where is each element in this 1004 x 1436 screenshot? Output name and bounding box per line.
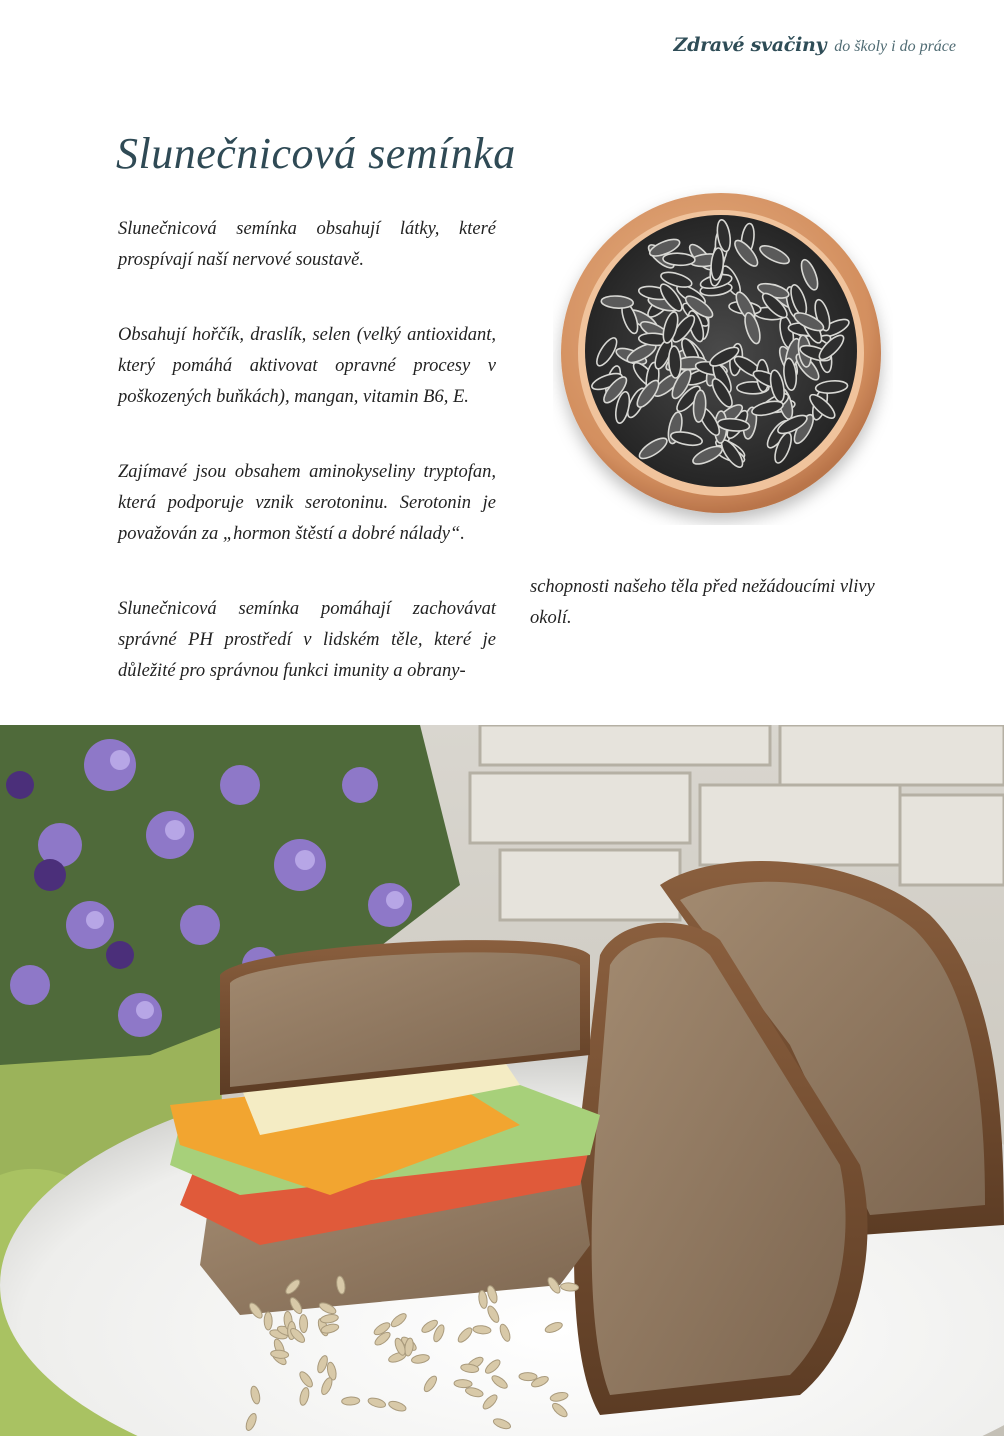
sunflower-seeds-bowl-image [553, 185, 893, 525]
running-header [674, 34, 956, 56]
header-brand: Zdravé svačiny [673, 34, 827, 56]
page-title: Slunečnicová semínka [116, 129, 516, 178]
bread-sandwich-photo [0, 725, 1004, 1436]
paragraph-ph-end: schopnosti našeho těla před nežádoucími vlivy okolí. [530, 577, 875, 628]
paragraph-minerals: Obsahují hořčík, draslík, selen (velký antioxidant, který pomáhá aktivovat opravné procesy v poškozených buňkách), mangan, vitamin B6, E. [118, 325, 496, 407]
paragraph-tryptophan: Zajímavé jsou obsahem aminokyseliny tryptofan, která podporuje vznik serotoninu. Serotonin je považován za „hormon štěstí a dobré nálady“. [118, 462, 496, 544]
header-tagline: do školy i do práce [834, 38, 956, 55]
paragraph-intro: Slunečnicová semínka obsahují látky, které prospívají naší nervové soustavě. [118, 219, 496, 270]
text-column-right [530, 572, 920, 678]
paragraph-ph-start: Slunečnicová semínka pomáhají zachovávat správné PH prostředí v lidském těle, které je důležité pro správnou funkci imunity a obrany- [118, 599, 496, 681]
text-column-left [118, 214, 496, 731]
